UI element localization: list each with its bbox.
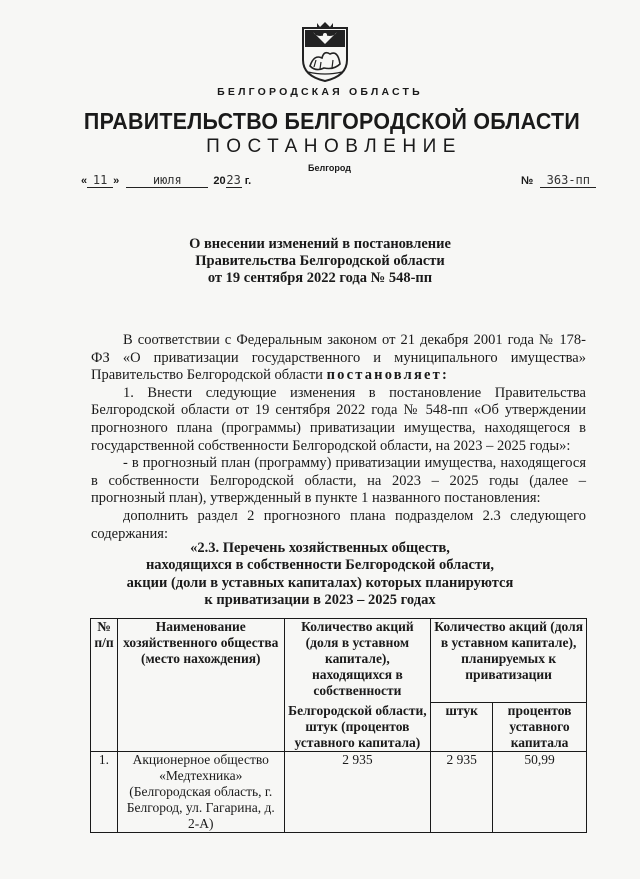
- city-label: Белгород: [308, 163, 351, 173]
- date-year-prefix: 20: [213, 175, 226, 187]
- decides-keyword: постановляет:: [326, 367, 450, 384]
- cell-percent: 50,99: [493, 752, 587, 833]
- section-heading-line: акции (доли в уставных капиталах) которых планируются: [126, 574, 514, 591]
- paragraph-preamble: [91, 332, 586, 385]
- section-heading-line: к приватизации в 2023 – 2025 годах: [204, 592, 436, 609]
- section-heading-line: находящихся в собственности Белгородской области,: [145, 557, 495, 574]
- header-planned: Количество акций (доля в уставном капитале), планируемых к приватизации: [431, 619, 587, 703]
- header-owned-top: Количество акций (доля в уставном капитале), находящихся в собственности: [284, 619, 431, 703]
- paragraph-amendment: дополнить раздел 2 прогнозного плана подразделом 2.3 следующего содержания:: [91, 507, 586, 542]
- number-sign: №: [521, 175, 534, 187]
- header-company-name: Наименование хозяйственного общества (место нахождения): [117, 619, 284, 752]
- title-line: от 19 сентября 2022 года № 548-пп: [207, 270, 433, 286]
- paragraph-subitem: - в прогнозный план (программу) приватизации имущества, находящегося в собственности Белгородской области, на 2023 – 2025 годы (далее – прогнозный план), утвержденный в пункте 1 названного постановления:: [91, 455, 586, 507]
- document-body: [91, 332, 586, 543]
- document-title: [0, 236, 640, 287]
- government-heading: ПРАВИТЕЛЬСТВО БЕЛГОРОДСКОЙ ОБЛАСТИ: [83, 108, 581, 134]
- date-day: 11: [87, 173, 113, 188]
- header-number: № п/п: [91, 619, 118, 752]
- header-percent: процентов уставного капитала: [493, 703, 587, 752]
- cell-owned: 2 935: [284, 752, 431, 833]
- cell-number: 1.: [91, 752, 118, 833]
- privatization-table: [90, 618, 587, 833]
- document-type-heading: ПОСТАНОВЛЕНИЕ: [206, 136, 462, 157]
- cell-company-name: Акционерное общество «Медтехника» (Белгородская область, г. Белгород, ул. Гагарина, д. 2-А): [117, 752, 284, 833]
- section-heading-line: «2.3. Перечень хозяйственных обществ,: [190, 540, 450, 556]
- section-heading: [0, 540, 640, 610]
- title-line: О внесении изменений в постановление: [189, 236, 451, 252]
- preamble-text: В соответствии с Федеральным законом от 21 декабря 2001 года № 178-ФЗ «О приватизации государственного и муниципального имущества» Правительство Белгородской области: [91, 332, 586, 384]
- header-pieces: штук: [431, 703, 493, 752]
- date-month: июля: [126, 173, 208, 188]
- open-quote: «: [81, 175, 88, 187]
- region-heading: БЕЛГОРОДСКАЯ ОБЛАСТЬ: [217, 86, 423, 98]
- document-number: 363-пп: [540, 173, 596, 188]
- cell-pieces: 2 935: [431, 752, 493, 833]
- paragraph-item-1: 1. Внести следующие изменения в постановление Правительства Белгородской области от 19 сентября 2022 года № 548-пп «Об утверждении прогнозного плана (программы) приватизации имущества, находящегося в государственной собственности Белгородской области, на 2023 – 2025 годы»:: [91, 384, 586, 454]
- table-header-row: [91, 619, 587, 703]
- close-quote: »: [113, 175, 120, 187]
- coat-of-arms-icon: [300, 20, 350, 82]
- header-owned-bottom: Белгородской области, штук (процентов уставного капитала): [284, 703, 431, 752]
- title-line: Правительства Белгородской области: [195, 253, 445, 269]
- date-year-unit: г.: [244, 175, 252, 187]
- date-year-suffix: 23: [226, 173, 241, 187]
- table-row: [91, 752, 587, 833]
- date-field: [81, 173, 251, 188]
- number-field: [521, 173, 596, 188]
